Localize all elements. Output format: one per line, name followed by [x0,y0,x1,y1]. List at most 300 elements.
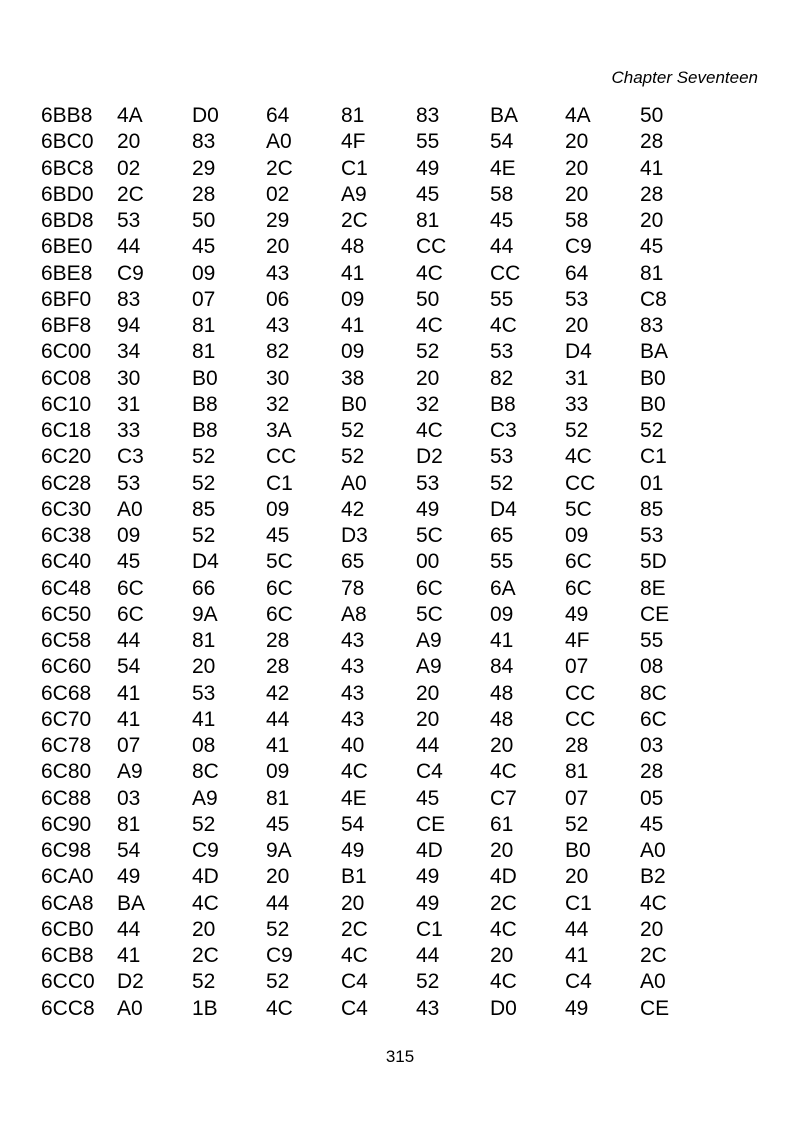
hex-dump-table [41,103,721,1022]
hex-byte: 20 [490,734,514,757]
hex-row [41,156,721,182]
hex-byte: 4C [341,760,368,784]
hex-byte: 43 [341,629,365,652]
hex-address: 6C20 [41,445,92,469]
hex-byte: 52 [192,471,216,495]
hex-byte: 50 [416,287,440,311]
hex-byte: 20 [565,156,589,180]
hex-byte: B8 [490,392,516,416]
hex-byte: C9 [192,839,219,862]
hex-byte: 01 [640,471,664,495]
hex-byte: 83 [192,130,216,154]
hex-byte: 53 [117,209,141,232]
hex-byte: D4 [565,340,592,364]
hex-byte: 20 [565,865,589,889]
hex-row [41,339,721,365]
hex-row [41,313,721,339]
hex-byte: 4C [341,944,368,967]
hex-address: 6C98 [41,839,92,862]
hex-byte: 2C [117,182,144,206]
hex-byte: 09 [266,497,290,521]
hex-byte: 20 [416,707,440,731]
hex-byte: 41 [266,734,290,757]
hex-byte: CE [416,812,446,836]
hex-row [41,733,721,759]
page-number: 315 [385,1047,415,1066]
hex-byte: C3 [117,445,144,469]
hex-address: 6C10 [41,392,92,416]
hex-row [41,549,721,575]
hex-byte: 52 [266,917,290,941]
hex-row [41,786,721,812]
hex-byte: 09 [490,602,514,626]
hex-byte: CE [640,996,670,1020]
hex-byte: 58 [565,209,589,232]
hex-byte: 41 [117,681,141,705]
hex-byte: CE [640,602,670,626]
hex-byte: CC [565,681,596,705]
hex-byte: 43 [341,707,365,731]
hex-byte: 2C [192,944,219,967]
hex-byte: 34 [117,340,141,364]
hex-byte: 6C [416,576,443,600]
hex-address: 6C60 [41,655,92,679]
hex-byte: C9 [117,261,144,285]
hex-byte: 85 [640,497,664,521]
hex-byte: D0 [490,996,517,1020]
hex-byte: 52 [416,970,440,994]
hex-byte: 49 [565,602,589,626]
hex-byte: 4C [192,891,219,915]
hex-byte: CC [565,707,596,731]
hex-byte: 28 [266,629,290,652]
hex-byte: 31 [117,392,141,416]
hex-address: 6C18 [41,419,92,442]
hex-byte: 41 [192,707,216,731]
hex-byte: B0 [565,839,591,862]
hex-byte: 44 [266,707,290,731]
hex-byte: 3A [266,419,292,442]
hex-byte: 03 [117,786,141,810]
hex-byte: 45 [640,812,664,836]
hex-byte: 83 [640,314,664,337]
hex-address: 6C90 [41,812,92,836]
hex-byte: 4D [490,865,517,889]
hex-byte: A0 [640,839,666,862]
hex-byte: 4E [341,786,367,810]
hex-byte: 44 [117,629,141,652]
hex-row [41,943,721,969]
hex-row [41,602,721,628]
hex-byte: 44 [416,944,440,967]
hex-row [41,891,721,917]
hex-byte: 64 [266,104,290,127]
hex-byte: C1 [416,917,443,941]
hex-address: 6BD8 [41,209,94,232]
hex-byte: 49 [565,996,589,1020]
chapter-header: Chapter Seventeen [611,68,758,87]
hex-byte: BA [490,104,519,127]
hex-row [41,392,721,418]
hex-byte: 45 [266,524,290,547]
hex-byte: 44 [266,891,290,915]
hex-row [41,261,721,287]
hex-byte: 31 [565,366,589,390]
hex-byte: 09 [341,287,365,311]
hex-address: 6C78 [41,734,92,757]
hex-row [41,654,721,680]
hex-byte: C7 [490,786,517,810]
hex-byte: 54 [341,812,365,836]
hex-address: 6BD0 [41,182,94,206]
hex-byte: 28 [266,655,290,679]
hex-byte: 55 [416,130,440,154]
hex-byte: 50 [640,104,664,127]
hex-row [41,471,721,497]
hex-byte: 94 [117,314,141,337]
hex-byte: 53 [640,524,664,547]
hex-byte: B0 [192,366,218,390]
hex-byte: 6C [266,576,293,600]
hex-byte: 65 [490,524,514,547]
hex-byte: C1 [640,445,667,469]
hex-byte: BA [117,891,146,915]
hex-byte: 4C [266,996,293,1020]
hex-byte: B1 [341,865,367,889]
hex-byte: 52 [341,419,365,442]
hex-byte: A9 [341,182,367,206]
hex-byte: 53 [117,471,141,495]
hex-byte: 64 [565,261,589,285]
hex-byte: 43 [266,261,290,285]
hex-byte: A0 [640,970,666,994]
hex-byte: 49 [416,497,440,521]
hex-byte: 28 [565,734,589,757]
hex-byte: 52 [565,812,589,836]
hex-byte: 45 [640,235,664,259]
hex-byte: 5C [416,524,443,547]
hex-byte: 48 [490,707,514,731]
hex-byte: 2C [341,917,368,941]
hex-byte: 6A [490,576,516,600]
hex-byte: C8 [640,287,667,311]
hex-byte: 66 [192,576,216,600]
hex-byte: 4C [640,891,667,915]
hex-byte: 6C [117,602,144,626]
hex-row [41,812,721,838]
hex-row [41,969,721,995]
hex-byte: 6C [117,576,144,600]
hex-byte: 4C [490,917,517,941]
hex-address: 6BF8 [41,314,92,337]
hex-byte: C1 [341,156,368,180]
hex-byte: CC [266,445,297,469]
hex-byte: 07 [565,655,589,679]
hex-byte: 32 [266,392,290,416]
hex-byte: 4C [416,419,443,442]
hex-byte: 4C [565,445,592,469]
hex-byte: 9A [192,602,218,626]
hex-byte: 07 [565,786,589,810]
hex-byte: 52 [565,419,589,442]
hex-byte: 61 [490,812,514,836]
hex-byte: 81 [565,760,589,784]
hex-byte: 08 [640,655,664,679]
hex-byte: CC [416,235,447,259]
hex-byte: 6C [565,576,592,600]
hex-byte: 09 [117,524,141,547]
hex-byte: 6C [640,707,667,731]
hex-byte: C1 [565,891,592,915]
hex-byte: B2 [640,865,666,889]
hex-byte: 52 [266,970,290,994]
hex-byte: 45 [416,182,440,206]
hex-byte: C9 [266,944,293,967]
hex-address: 6C38 [41,524,92,547]
hex-byte: 53 [192,681,216,705]
hex-byte: C4 [341,996,368,1020]
hex-byte: D2 [117,970,144,994]
hex-byte: 2C [341,209,368,232]
hex-byte: 81 [341,104,365,127]
hex-byte: 20 [640,917,664,941]
hex-byte: 52 [341,445,365,469]
hex-row [41,103,721,129]
hex-byte: 2C [266,156,293,180]
hex-byte: 03 [640,734,664,757]
hex-byte: 28 [640,760,664,784]
hex-byte: 5D [640,550,667,574]
hex-byte: 30 [117,366,141,390]
hex-byte: 6C [565,550,592,574]
hex-address: 6BC0 [41,130,94,154]
hex-byte: 55 [490,550,514,574]
hex-byte: 20 [490,839,514,862]
hex-address: 6CC0 [41,970,95,994]
hex-byte: 53 [416,471,440,495]
hex-row [41,208,721,234]
hex-byte: A9 [192,786,218,810]
hex-byte: 48 [341,235,365,259]
hex-byte: 65 [341,550,365,574]
hex-address: 6C80 [41,760,92,784]
hex-byte: 02 [266,182,290,206]
hex-byte: 4C [490,970,517,994]
hex-byte: 20 [416,681,440,705]
hex-byte: 45 [117,550,141,574]
hex-byte: 6C [266,602,293,626]
hex-byte: A9 [117,760,143,784]
hex-byte: 50 [192,209,216,232]
hex-byte: 53 [490,445,514,469]
hex-address: 6C70 [41,707,92,731]
hex-byte: 43 [341,681,365,705]
hex-byte: D4 [192,550,219,574]
hex-row [41,287,721,313]
hex-byte: 2C [640,944,667,967]
hex-address: 6CA8 [41,891,94,915]
hex-address: 6C88 [41,786,92,810]
hex-byte: 45 [192,235,216,259]
hex-byte: 4A [565,104,591,127]
hex-byte: 09 [266,760,290,784]
hex-byte: 5C [416,602,443,626]
hex-byte: 20 [565,182,589,206]
hex-address: 6CC8 [41,996,95,1020]
hex-byte: 49 [416,156,440,180]
hex-row [41,759,721,785]
hex-byte: 58 [490,182,514,206]
hex-byte: 4D [192,865,219,889]
hex-byte: 81 [117,812,141,836]
hex-byte: 84 [490,655,514,679]
hex-address: 6CA0 [41,865,94,889]
hex-byte: 8E [640,576,666,600]
hex-row [41,444,721,470]
hex-byte: 53 [490,340,514,364]
hex-byte: 53 [565,287,589,311]
hex-byte: C4 [416,760,443,784]
hex-byte: 52 [192,445,216,469]
hex-byte: 83 [117,287,141,311]
hex-byte: 9A [266,839,292,862]
hex-byte: 45 [416,786,440,810]
hex-byte: B8 [192,392,218,416]
hex-row [41,418,721,444]
hex-byte: 44 [565,917,589,941]
hex-address: 6C58 [41,629,92,652]
hex-byte: D0 [192,104,219,127]
hex-byte: 42 [266,681,290,705]
hex-byte: 82 [266,340,290,364]
hex-address: 6BF0 [41,287,92,311]
hex-row [41,864,721,890]
hex-address: 6C40 [41,550,92,574]
hex-byte: 81 [192,340,216,364]
hex-byte: 8C [640,681,667,705]
hex-byte: 09 [341,340,365,364]
hex-byte: 20 [341,891,365,915]
hex-row [41,576,721,602]
hex-byte: D3 [341,524,368,547]
hex-byte: C1 [266,471,293,495]
hex-byte: 81 [192,629,216,652]
hex-byte: 20 [192,917,216,941]
hex-byte: 20 [565,130,589,154]
hex-address: 6C28 [41,471,92,495]
hex-byte: 41 [341,314,365,337]
hex-byte: 45 [266,812,290,836]
hex-byte: 20 [117,130,141,154]
hex-byte: BA [640,340,669,364]
hex-byte: 44 [117,917,141,941]
hex-byte: 81 [192,314,216,337]
hex-byte: 20 [416,366,440,390]
hex-address: 6C48 [41,576,92,600]
hex-byte: 52 [416,340,440,364]
hex-byte: 07 [192,287,216,311]
hex-byte: 07 [117,734,141,757]
hex-byte: 2C [490,891,517,915]
hex-row [41,838,721,864]
hex-byte: 38 [341,366,365,390]
hex-byte: C4 [565,970,592,994]
hex-address: 6BE0 [41,235,93,259]
hex-byte: 4C [416,261,443,285]
hex-address: 6BE8 [41,261,93,285]
hex-row [41,366,721,392]
hex-byte: 45 [490,209,514,232]
hex-byte: A8 [341,602,367,626]
hex-byte: 52 [640,419,664,442]
hex-address: 6BC8 [41,156,94,180]
hex-byte: 52 [490,471,514,495]
hex-byte: 20 [266,235,290,259]
hex-byte: 81 [266,786,290,810]
hex-byte: 41 [117,944,141,967]
hex-byte: 09 [565,524,589,547]
hex-byte: CC [565,471,596,495]
hex-byte: B0 [640,392,666,416]
hex-row [41,996,721,1022]
hex-byte: A9 [416,655,442,679]
hex-address: 6C08 [41,366,92,390]
hex-row [41,707,721,733]
hex-byte: 33 [117,419,141,442]
hex-byte: 4F [341,130,366,154]
hex-byte: 41 [117,707,141,731]
hex-byte: D2 [416,445,443,469]
hex-byte: 44 [117,235,141,259]
hex-byte: 02 [117,156,141,180]
hex-byte: 5C [565,497,592,521]
hex-byte: 54 [117,655,141,679]
hex-byte: 4C [416,314,443,337]
hex-byte: 78 [341,576,365,600]
hex-row [41,182,721,208]
hex-byte: 49 [341,839,365,862]
hex-byte: 20 [565,314,589,337]
hex-byte: 43 [341,655,365,679]
hex-byte: 82 [490,366,514,390]
hex-row [41,917,721,943]
hex-byte: 4A [117,104,143,127]
hex-byte: 54 [490,130,514,154]
hex-byte: 41 [565,944,589,967]
hex-byte: 29 [192,156,216,180]
hex-byte: 28 [192,182,216,206]
hex-byte: 20 [640,209,664,232]
hex-byte: A9 [416,629,442,652]
hex-address: 6C50 [41,602,92,626]
hex-row [41,523,721,549]
hex-byte: 32 [416,392,440,416]
hex-byte: 81 [416,209,440,232]
hex-byte: 4C [490,760,517,784]
hex-byte: 41 [490,629,514,652]
hex-byte: A0 [266,130,292,154]
hex-byte: 08 [192,734,216,757]
hex-byte: 42 [341,497,365,521]
hex-byte: 44 [416,734,440,757]
hex-byte: B0 [640,366,666,390]
hex-byte: 52 [192,524,216,547]
hex-byte: 85 [192,497,216,521]
hex-byte: 49 [416,865,440,889]
hex-byte: 30 [266,366,290,390]
hex-byte: B0 [341,392,367,416]
hex-byte: 4C [490,314,517,337]
